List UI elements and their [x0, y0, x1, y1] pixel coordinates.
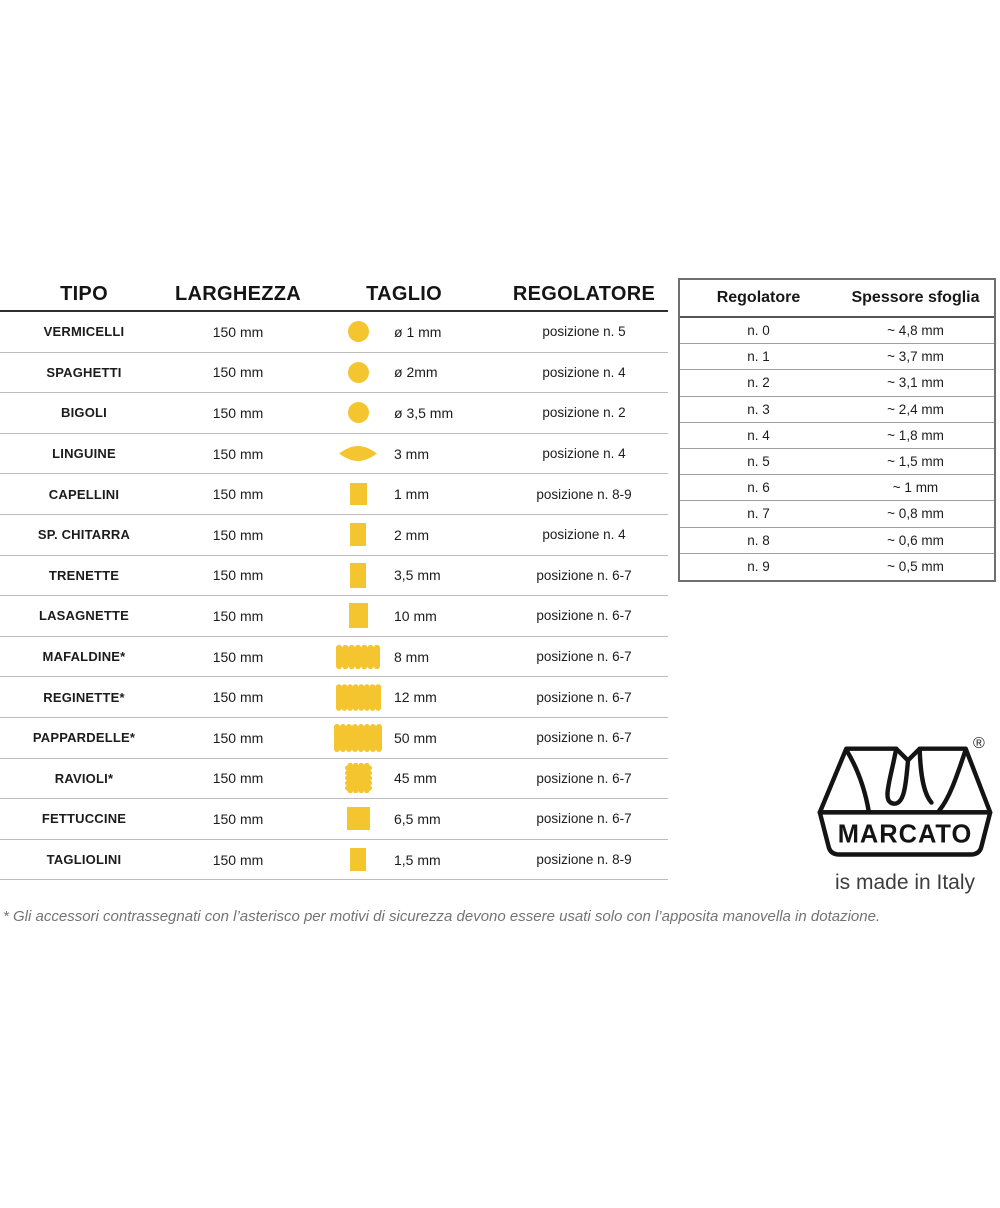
pasta-type-label: SPAGHETTI	[46, 364, 122, 380]
table-row	[0, 434, 668, 475]
cut-cell	[308, 603, 500, 628]
table-row	[0, 718, 668, 759]
cut-size-label: ø 3,5 mm	[394, 404, 454, 421]
cut-size-label: 1,5 mm	[394, 851, 441, 868]
column-header-taglio: TAGLIO	[366, 282, 442, 305]
regulator-position-label: posizione n. 6-7	[536, 649, 632, 665]
regulator-number: n. 4	[747, 427, 770, 443]
pasta-type-label: TRENETTE	[48, 567, 120, 583]
sheet-thickness-value: ~ 3,1 mm	[887, 375, 944, 391]
logo-brand-text: MARCATO	[837, 820, 973, 849]
cut-cell	[308, 645, 500, 669]
width-value: 150 mm	[212, 607, 264, 624]
width-value: 150 mm	[212, 770, 264, 787]
cut-cell	[308, 446, 500, 462]
column-header-regolatore-side: Regolatore	[716, 289, 801, 306]
sheet-thickness-value: ~ 0,5 mm	[887, 559, 944, 575]
rect-shape-icon	[330, 483, 386, 505]
table-row	[0, 556, 668, 597]
cut-cell	[308, 807, 500, 830]
column-header-larghezza: LARGHEZZA	[174, 282, 302, 305]
cut-cell	[308, 402, 500, 423]
marcato-logo	[810, 736, 1000, 895]
sheet-thickness-value: ~ 1,5 mm	[887, 454, 944, 470]
pasta-type-label: FETTUCCINE	[41, 811, 127, 827]
side-table-body	[680, 318, 994, 580]
table-row	[680, 554, 994, 580]
width-value: 150 mm	[212, 526, 264, 543]
pasta-type-label: SP. CHITARRA	[37, 527, 131, 543]
cut-cell	[308, 523, 500, 546]
circle-shape-icon	[330, 362, 386, 383]
cut-size-label: 6,5 mm	[394, 810, 441, 827]
wavy-rect-shape-icon	[330, 724, 386, 752]
cut-size-label: 50 mm	[394, 729, 437, 746]
width-value: 150 mm	[212, 810, 264, 827]
pasta-type-label: CAPELLINI	[48, 486, 120, 502]
table-row	[0, 515, 668, 556]
sheet-thickness-value: ~ 1,8 mm	[887, 427, 944, 443]
rect-shape-icon	[330, 807, 386, 830]
regulator-position-label: posizione n. 6-7	[536, 608, 632, 624]
table-row	[680, 501, 994, 527]
pasta-type-label: LINGUINE	[52, 446, 116, 462]
wavy-square-shape-icon	[330, 763, 386, 793]
regulator-number: n. 6	[747, 480, 770, 496]
pasta-type-label: RAVIOLI*	[54, 770, 114, 786]
wavy-rect-shape-icon	[330, 684, 386, 711]
cut-cell	[308, 563, 500, 588]
regulator-position-label: posizione n. 5	[542, 324, 626, 340]
pasta-type-label: REGINETTE*	[43, 689, 125, 705]
cut-cell	[308, 848, 500, 871]
cut-cell	[308, 763, 500, 793]
sheet-thickness-value: ~ 2,4 mm	[887, 401, 944, 417]
regulator-number: n. 5	[747, 454, 770, 470]
column-header-regolatore: REGOLATORE	[512, 282, 656, 305]
table-row	[0, 312, 668, 353]
table-row	[0, 840, 668, 881]
regulator-number: n. 1	[747, 349, 770, 365]
pasta-type-label: BIGOLI	[61, 405, 107, 421]
circle-shape-icon	[330, 321, 386, 342]
table-row	[0, 474, 668, 515]
marcato-logo-icon	[810, 736, 1000, 865]
regulator-position-label: posizione n. 6-7	[536, 730, 632, 746]
side-table-header-row	[680, 280, 994, 318]
sheet-thickness-value: ~ 4,8 mm	[887, 323, 944, 339]
table-row	[680, 528, 994, 554]
regulator-number: n. 7	[747, 506, 770, 522]
table-row	[0, 759, 668, 800]
regulator-number: n. 8	[747, 532, 770, 548]
lens-shape-icon	[330, 446, 386, 461]
cut-size-label: 3,5 mm	[394, 567, 441, 584]
width-value: 150 mm	[212, 364, 264, 381]
rect-shape-icon	[330, 523, 386, 546]
regulator-number: n. 9	[747, 559, 770, 575]
sheet-thickness-value: ~ 3,7 mm	[887, 349, 944, 365]
table-row	[0, 799, 668, 840]
width-value: 150 mm	[212, 729, 264, 746]
regulator-thickness-table	[678, 278, 996, 582]
cut-size-label: 10 mm	[394, 607, 437, 624]
width-value: 150 mm	[212, 567, 264, 584]
regulator-position-label: posizione n. 4	[542, 364, 626, 380]
sheet-thickness-value: ~ 0,8 mm	[887, 506, 944, 522]
width-value: 150 mm	[212, 323, 264, 340]
table-row	[680, 423, 994, 449]
pasta-type-label: VERMICELLI	[43, 324, 125, 340]
width-value: 150 mm	[212, 648, 264, 665]
regulator-position-label: posizione n. 4	[542, 527, 626, 543]
width-value: 150 mm	[212, 689, 264, 706]
rect-shape-icon	[330, 848, 386, 871]
table-row	[0, 353, 668, 394]
table-row	[680, 397, 994, 423]
cut-size-label: 1 mm	[394, 486, 429, 503]
width-value: 150 mm	[212, 404, 264, 421]
cut-size-label: 8 mm	[394, 648, 429, 665]
pasta-type-label: MAFALDINE*	[42, 649, 126, 665]
regulator-position-label: posizione n. 8-9	[536, 486, 632, 502]
pasta-type-label: LASAGNETTE	[38, 608, 130, 624]
rect-shape-icon	[330, 603, 386, 628]
width-value: 150 mm	[212, 445, 264, 462]
cut-size-label: ø 1 mm	[394, 323, 442, 340]
cut-cell	[308, 684, 500, 711]
width-value: 150 mm	[212, 851, 264, 868]
regulator-position-label: posizione n. 6-7	[536, 689, 632, 705]
regulator-position-label: posizione n. 6-7	[536, 770, 632, 786]
cut-cell	[308, 362, 500, 383]
logo-tagline: is made in Italy	[834, 871, 976, 895]
main-table-body	[0, 312, 668, 880]
cut-size-label: ø 2mm	[394, 364, 438, 381]
table-row	[0, 596, 668, 637]
cut-size-label: 12 mm	[394, 689, 437, 706]
cut-size-label: 3 mm	[394, 445, 429, 462]
cut-cell	[308, 321, 500, 342]
regulator-number: n. 0	[747, 323, 770, 339]
table-row	[680, 318, 994, 344]
width-value: 150 mm	[212, 486, 264, 503]
circle-shape-icon	[330, 402, 386, 423]
cut-size-label: 45 mm	[394, 770, 437, 787]
safety-footnote: * Gli accessori contrassegnati con l’asterisco per motivi di sicurezza devono essere usati solo con l’apposita manovella in dotazione.	[3, 908, 881, 925]
table-row	[0, 637, 668, 678]
main-table-header-row	[0, 278, 668, 312]
sheet-thickness-value: ~ 1 mm	[892, 480, 939, 496]
cut-size-label: 2 mm	[394, 526, 429, 543]
regulator-position-label: posizione n. 4	[542, 446, 626, 462]
table-row	[680, 449, 994, 475]
wavy-rect-shape-icon	[330, 645, 386, 669]
rect-shape-icon	[330, 563, 386, 588]
column-header-tipo: TIPO	[60, 282, 108, 305]
regulator-position-label: posizione n. 6-7	[536, 567, 632, 583]
table-row	[680, 370, 994, 396]
regulator-position-label: posizione n. 6-7	[536, 811, 632, 827]
table-row	[0, 677, 668, 718]
pasta-types-table	[0, 278, 668, 880]
pasta-type-label: PAPPARDELLE*	[32, 730, 136, 746]
table-row	[680, 344, 994, 370]
cut-cell	[308, 483, 500, 505]
registered-trademark-icon: ®	[973, 735, 985, 752]
sheet-thickness-value: ~ 0,6 mm	[887, 532, 944, 548]
regulator-position-label: posizione n. 8-9	[536, 852, 632, 868]
column-header-spessore: Spessore sfoglia	[851, 289, 980, 306]
pasta-type-label: TAGLIOLINI	[46, 852, 122, 868]
regulator-number: n. 2	[747, 375, 770, 391]
cut-cell	[308, 724, 500, 752]
table-row	[0, 393, 668, 434]
regulator-number: n. 3	[747, 401, 770, 417]
table-row	[680, 475, 994, 501]
regulator-position-label: posizione n. 2	[542, 405, 626, 421]
